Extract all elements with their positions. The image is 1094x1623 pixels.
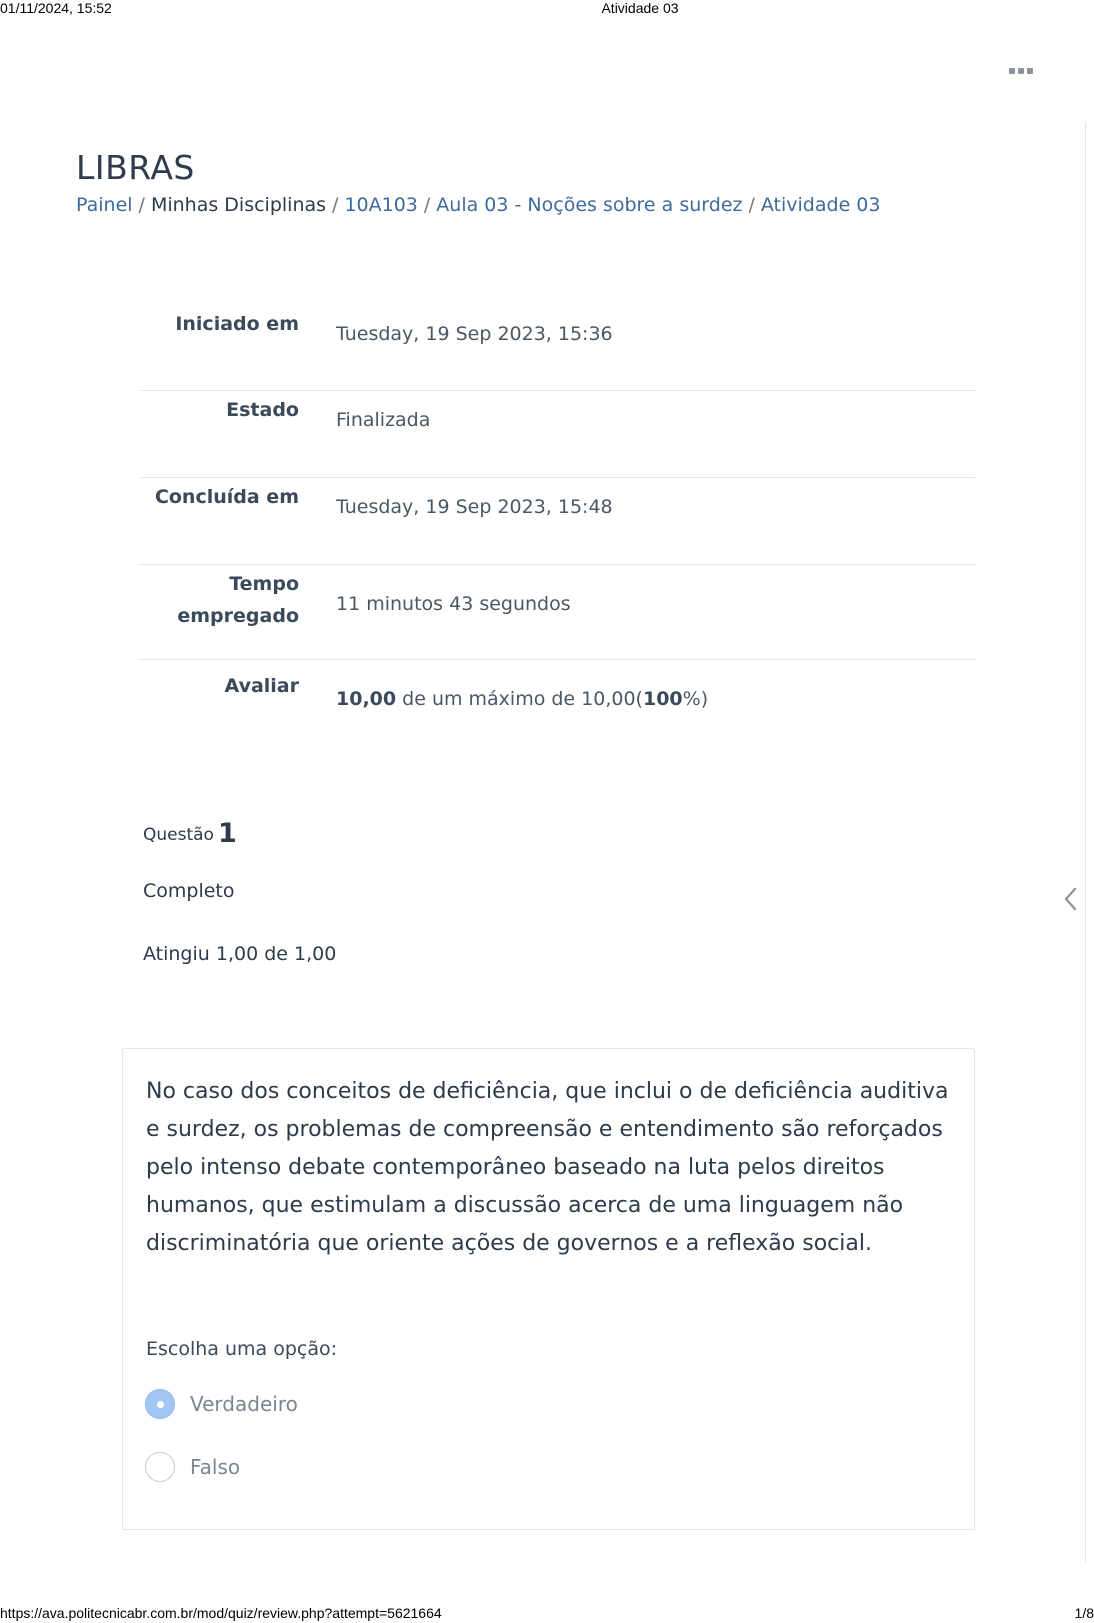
summary-row-completed — [140, 478, 975, 565]
option-label: Falso — [190, 1455, 241, 1479]
summary-row-grade — [140, 660, 975, 740]
breadcrumb-item-minhas-disciplinas: Minhas Disciplinas — [150, 194, 327, 216]
option-verdadeiro[interactable] — [145, 1389, 298, 1419]
time-label: Tempo empregado — [177, 573, 299, 627]
option-falso[interactable] — [145, 1452, 240, 1482]
print-header — [0, 0, 1094, 18]
started-value: Tuesday, 19 Sep 2023, 15:36 — [336, 323, 613, 345]
radio-unchecked-icon[interactable] — [145, 1452, 175, 1482]
summary-row-time — [140, 565, 975, 660]
breadcrumb-item-course[interactable]: 10A103 — [344, 194, 418, 216]
breadcrumb-item-painel[interactable]: Painel — [76, 194, 133, 216]
page-title: LIBRAS — [76, 148, 195, 187]
summary-row-started — [140, 305, 975, 391]
more-options-icon[interactable] — [1009, 64, 1035, 78]
attempt-summary — [140, 305, 975, 740]
radio-checked-icon[interactable] — [145, 1389, 175, 1419]
breadcrumb: Painel / Minhas Disciplinas / 10A103 / Aula 03 - Noções sobre a surdez / Atividade 03 — [76, 194, 881, 216]
question-text: No caso dos conceitos de deficiência, que inclui o de deficiência auditiva e surdez, os problemas de compreensão e entendimento são reforçados pelo intenso debate contemporâneo baseado na luta pelos direitos humanos, que estimulam a discussão acerca de uma linguagem não discriminatória que oriente ações de governos e a reflexão social. — [146, 1079, 949, 1256]
option-label: Verdadeiro — [190, 1392, 298, 1416]
answer-prompt: Escolha uma opção: — [146, 1338, 338, 1360]
state-value: Finalizada — [336, 409, 431, 431]
question-state: Completo — [143, 880, 235, 902]
grade-value: 10,00 de um máximo de 10,00(100%) — [336, 688, 709, 710]
breadcrumb-item-section[interactable]: Aula 03 - Noções sobre a surdez — [436, 194, 743, 216]
state-label: Estado — [226, 399, 299, 421]
grade-label: Avaliar — [224, 675, 299, 697]
print-footer — [0, 1603, 1094, 1623]
question-number: Questão 1 — [143, 818, 237, 849]
print-url: https://ava.politecnicabr.com.br/mod/quiz/review.php?attempt=5621664 — [0, 1605, 442, 1621]
grade-score: 10,00 — [336, 688, 397, 710]
question-content — [122, 1048, 975, 1530]
drawer-border — [1085, 122, 1086, 1562]
print-doc-title: Atividade 03 — [601, 0, 679, 16]
completed-label: Concluída em — [154, 486, 299, 508]
started-label: Iniciado em — [175, 313, 299, 335]
print-page-number: 1/8 — [1074, 1605, 1094, 1621]
breadcrumb-item-activity[interactable]: Atividade 03 — [760, 194, 881, 216]
chevron-left-icon[interactable] — [1061, 886, 1081, 912]
print-datetime: 01/11/2024, 15:52 — [0, 0, 112, 16]
grade-percent: 100 — [642, 688, 683, 710]
question-grade: Atingiu 1,00 de 1,00 — [143, 943, 337, 965]
completed-value: Tuesday, 19 Sep 2023, 15:48 — [336, 496, 613, 518]
summary-row-state — [140, 391, 975, 478]
time-value: 11 minutos 43 segundos — [336, 593, 571, 615]
